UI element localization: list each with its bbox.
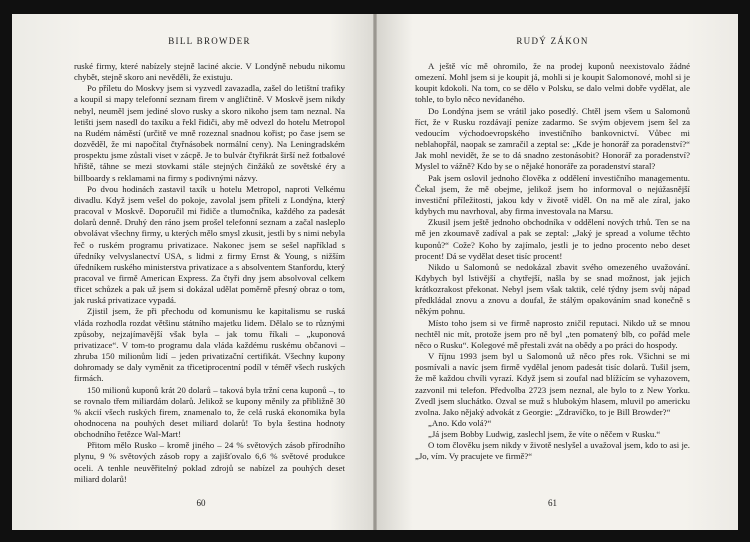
paragraph: V říjnu 1993 jsem byl u Salomonů už něco přes rok. Všichni se mi posmívali a navíc jsem firmě vydělal jenom padesát tisíc dolarů. Tušil jsem, že mě každou chvíli vyrazí. Když jsem si zoufal nad blížícím se vyhazovem, zazvonil mi telefon. Předvolba 2723 jsem neznal, ale bylo to z New Yorku. Zvedl jsem sluchátko. Ozval se muž s hlubokým hlasem, mluvil po americku zvolna. Jako nějaký advokát z Georgie: „Zdravíčko, to je Bill Browder?“ bbox=[415, 351, 690, 417]
paragraph: Po dvou hodinách zastavil taxík u hotelu Metropol, naproti Velkému divadlu. Když jsem vešel do pokoje, zavolal jsem příteli z Londýna, který pracoval v Moskvě. Doporučil mi řidiče a tlumočníka, každého za padesát dolarů denně. Druhý den ráno jsem prošel telefonní seznam a začal nasleplo obvolávat všechny firmy, u kterých mělo smysl zkusit, jestli by s nimi nebyla řeč o ruském programu privatizace. Nakonec jsem se sešel například s úředníky velvyslanectví USA, s lidmi z firmy Ernst & Young, s nižším úředníkem ruského ministerstva privatizace a s absolventem Stanfordu, který pracoval ve firmě American Express. Za čtyři dny jsem absolvoval celkem třicet schůzek a pak už jsem si dokázal udělat poměrně přesný obraz o tom, jak ruská privatizace vypadá. bbox=[74, 183, 345, 306]
paragraph: Zjistil jsem, že při přechodu od komunismu ke kapitalismu se ruská vláda rozhodla rozdat většinu státního majetku lidem. Dělalo se to různými způsoby, nejzajímavější však byla – jak tomu říkali – „kuponová privatizace“. V tom-to programu dala vláda každému ruskému občanovi – zhruba 150 milionům lidí – jeden privatizační certifikát. Všechny kupony dohromady se daly vyměnit za třicetiprocentní podíl v téměř všech ruských firmách. bbox=[74, 306, 345, 384]
paragraph: „Ano. Kdo volá?“ bbox=[428, 418, 492, 428]
paragraph: Nikdo u Salomonů se nedokázal zbavit svého omezeného uvažování. Kdybych byl lstivější a chytřejší, našla by se snad možnost, jak jejich krátkozrakost překonat. Nebyl jsem však taktik, celé týdny jsem svůj nápad předkládal znovu a znovu a doufal, že stálým opakováním snad konečně s někým pohnu. bbox=[415, 261, 690, 317]
paragraph: Místo toho jsem si ve firmě naprosto zničil reputaci. Nikdo už se mnou nechtěl nic mít, protože jsem pro ně byl „ten pomatený blb, co pořád mele něco o Rusku“. Kolegové mě přestali zvát na obědy a po práci do hospody. bbox=[415, 317, 690, 350]
left-page bbox=[12, 14, 373, 530]
paragraph: O tom člověku jsem nikdy v životě neslyšel a uvažoval jsem, kdo to asi je. „Jo, vím. Vy pracujete ve firmě?“ bbox=[415, 440, 690, 462]
left-page-number: 60 bbox=[196, 498, 206, 508]
paragraph: ruské firmy, které nabízely stejně laciné akcie. V Londýně nebudu nikomu chybět, stejně skoro ani nevěděli, že existuju. bbox=[74, 61, 345, 83]
paragraph: 150 milionů kuponů krát 20 dolarů – taková byla tržní cena kuponů –, to se rovnalo třem miliardám dolarů. Jelikož se kupony měnily za přibližně 30 % akcií všech ruských firem, znamenalo to, že celá ruská ekonomika byla ohodnocena na pouhých deset miliard dolarů! To byla šestina hodnoty obchodního řetězce Wal-Mart! bbox=[74, 384, 345, 440]
paragraph: A ještě víc mě ohromilo, že na prodej kuponů neexistovalo žádné omezení. Mohl jsem si je koupit já, mohli si je koupit Salomonové, mohl si je koupit kdokoli. Na tom, co se dělo v Polsku, se dalo velmi dobře vydělat, ale tohle, to bylo něco nevídaného. bbox=[415, 61, 690, 105]
paragraph: Přitom mělo Rusko – kromě jiného – 24 % světových zásob přírodního plynu, 9 % světových zásob ropy a zajišťovalo 6,6 % světové produkce oceli. A tenhle neuvěřitelný poklad zdrojů se nabízel za pouhých deset miliard dolarů! bbox=[74, 440, 345, 484]
left-page-text bbox=[74, 61, 345, 485]
paragraph: „Já jsem Bobby Ludwig, zaslechl jsem, že víte o něčem v Rusku.“ bbox=[428, 429, 661, 440]
right-page-number: 61 bbox=[548, 498, 557, 508]
right-page bbox=[377, 14, 738, 530]
left-running-head: BILL BROWDER bbox=[168, 36, 251, 46]
right-running-head: RUDÝ ZÁKON bbox=[516, 36, 589, 46]
paragraph: Zkusil jsem ještě jednoho obchodníka v oddělení nových trhů. Ten se na mě jen zkoumavě zadíval a pak se zeptal: „Jaký je spread a volume těchto kuponů?“ Cože? Koho by zajímalo, jestli je to jedno procento nebo deset procent! Dá se vydělat deset tisíc procent! bbox=[415, 217, 690, 261]
paragraph: Po příletu do Moskvy jsem si vyzvedl zavazadla, zašel do letištní trafiky a koupil si mapy telefonní seznam firem v angličtině. V Moskvě jsem nikdy nebyl, neuměl jsem jediné slovo rusky a skoro nikoho jsem tam neznal. Na letišti jsem nasedl do taxíku a řekl řidiči, aby mě odvezl do hotelu Metropol na Rudém náměstí (určitě ve mně rozeznal snadnou kořist; po čase jsem se dozvěděl, že mi napočítal čtyřnásobek normální ceny). Na Leningradském prospektu jsme zůstali viset v zácpě. Je to bulvár čtyřikrát širší než fotbalové hřiště, táhne se mezi stovkami stále stejných činžáků ze sovětské éry a billboardy s reklamami na firmy s podivnými názvy. bbox=[74, 83, 345, 183]
right-page-text bbox=[415, 61, 690, 463]
paragraph: Pak jsem oslovil jednoho člověka z oddělení investičního managementu. Čekal jsem, že mě obejme, jelikož jsem ho informoval o nejúžasnější investiční příležitosti, jakou kdy v životě viděl. On na mě ale zíral, jako kdybych mu navrhoval, aby firma investovala na Marsu. bbox=[415, 172, 690, 217]
paragraph: Do Londýna jsem se vrátil jako posedlý. Chtěl jsem všem u Salomonů říct, že v Rusku rozdávají peníze zadarmo. Se svým objevem jsem šel za vedoucím východoevropského investičního bankovnictví. Vůbec mi neblahopřál, naopak se zamračil a zeptal se: „Kde je honorář za poradenství?“ Jak mohl nevidět, že se to dá snadno zestonásobit? Honorář za poradenství? Myslel to vážně? Kdo by se o nějaké honoráře za poradenství staral? bbox=[415, 105, 690, 172]
